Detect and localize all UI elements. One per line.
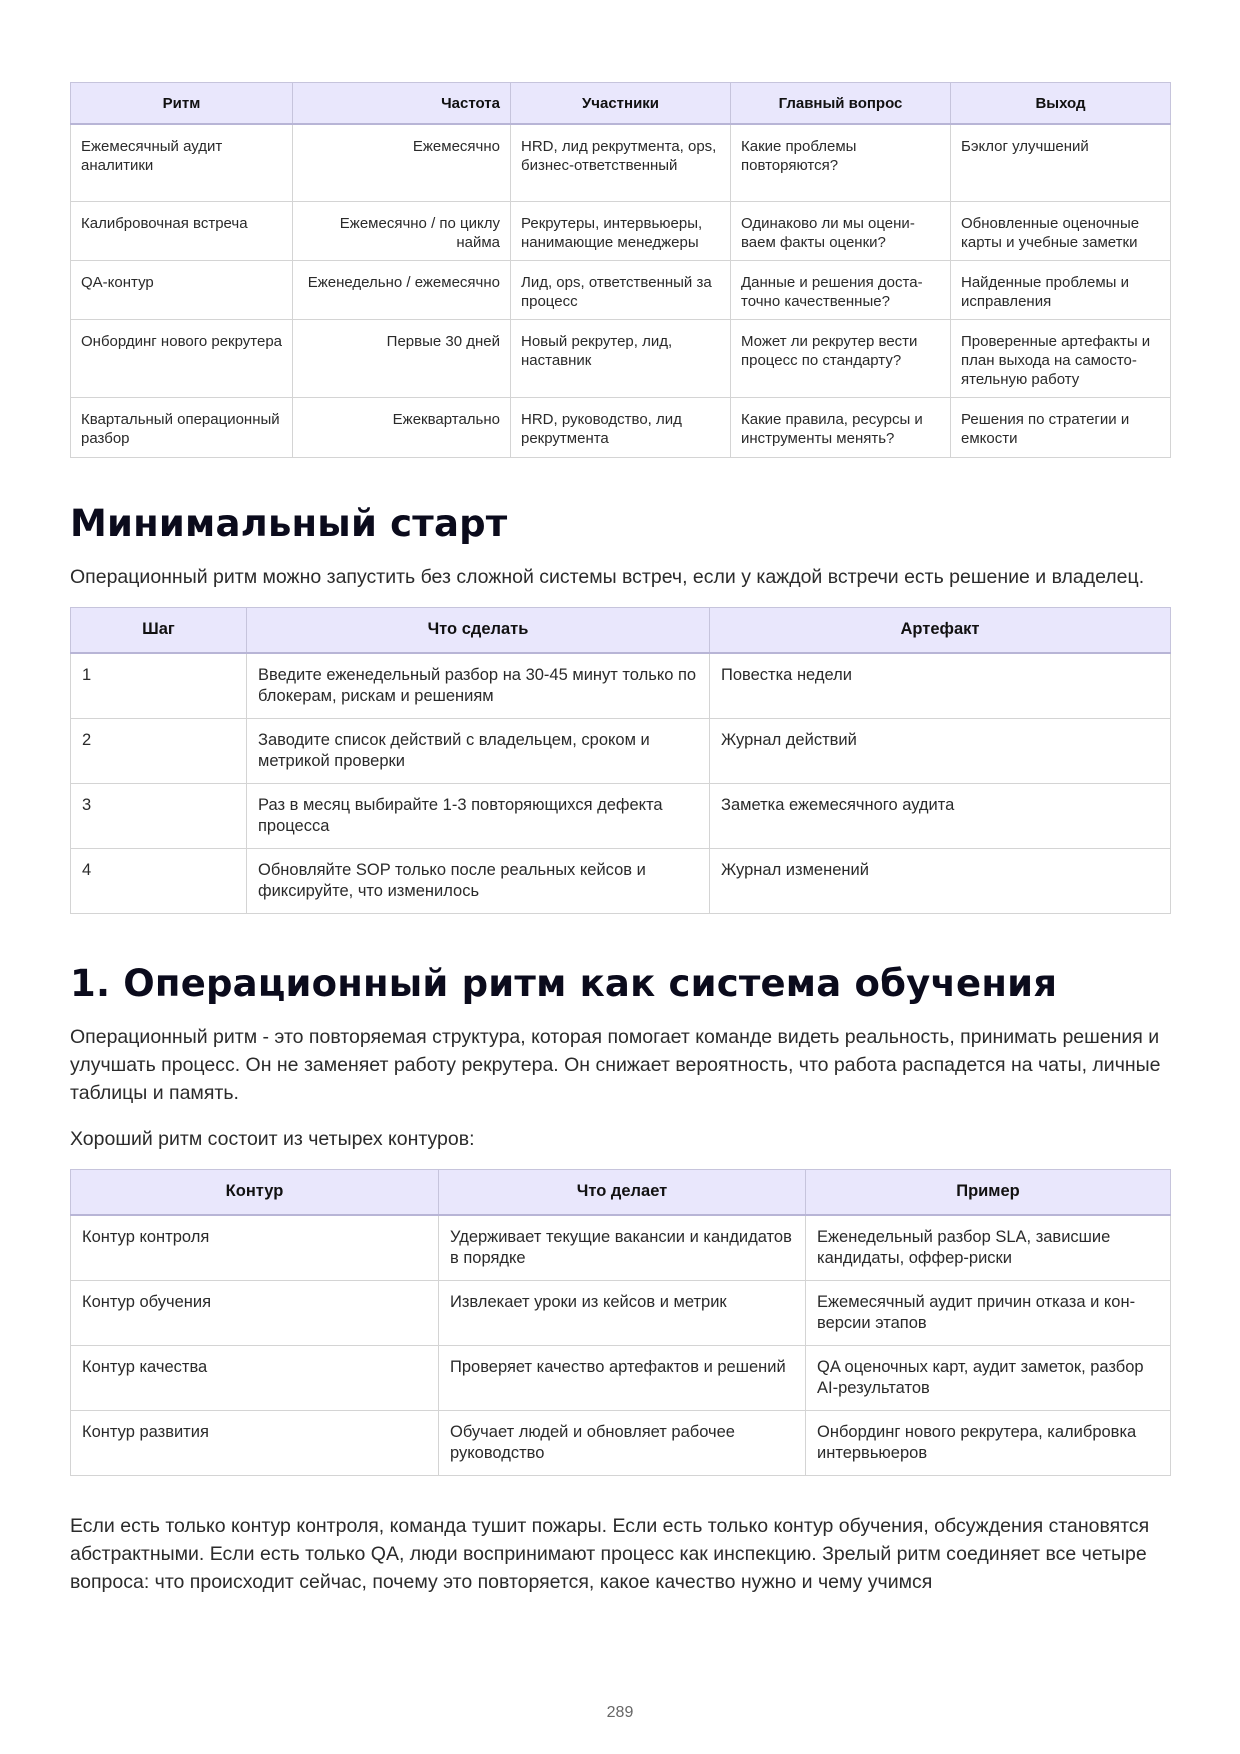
table-cell: Онбординг нового рекрутера, калибровка интервьюеров bbox=[806, 1410, 1171, 1475]
table-cell: 3 bbox=[71, 783, 247, 848]
table-header-row bbox=[71, 607, 1171, 653]
table-cell: Заметка ежемесячного аудита bbox=[710, 783, 1171, 848]
table-cell: Проверяет качество артефактов и решений bbox=[439, 1345, 806, 1410]
table-cell: Онбординг нового рекрутера bbox=[71, 319, 293, 397]
section-heading: Минимальный старт bbox=[70, 501, 508, 545]
table-row bbox=[71, 397, 1171, 457]
table-cell: Бэклог улучшений bbox=[951, 124, 1171, 201]
table-cell: Проверенные артефакты и план выхода на самостоятельную работу bbox=[951, 319, 1171, 397]
table-cell: Журнал изменений bbox=[710, 848, 1171, 913]
table-row bbox=[71, 319, 1171, 397]
table-cell: Повестка недели bbox=[710, 653, 1171, 719]
page-content bbox=[70, 82, 1170, 1596]
table-cell: Ежемесячно / по циклу найма bbox=[293, 201, 511, 260]
table-cell: Найденные проблемы и исправления bbox=[951, 260, 1171, 319]
table-cell: Обучает людей и обновляет рабочее руководство bbox=[439, 1410, 806, 1475]
table-row bbox=[71, 1280, 1171, 1345]
table-row bbox=[71, 848, 1171, 913]
table-row bbox=[71, 718, 1171, 783]
table-cell: 2 bbox=[71, 718, 247, 783]
loops-table bbox=[70, 1169, 1171, 1476]
table-cell: Ежемесячный аудит причин отказа и конверсии этапов bbox=[806, 1280, 1171, 1345]
table-cell: Первые 30 дней bbox=[293, 319, 511, 397]
body-paragraph: Хороший ритм состоит из четырех контуров: bbox=[70, 1127, 475, 1150]
column-header: Шаг bbox=[71, 607, 247, 653]
table-cell: Калибровочная встреча bbox=[71, 201, 293, 260]
column-header: Контур bbox=[71, 1169, 439, 1215]
table-row bbox=[71, 124, 1171, 201]
page-number: 289 bbox=[606, 1704, 634, 1721]
table-cell: Обновляйте SOP только после реальных кейсов и фиксируйте, что изменилось bbox=[247, 848, 710, 913]
column-header: Что сделать bbox=[247, 607, 710, 653]
body-paragraph: Если есть только контур контроля, команда тушит пожары. Если есть только контур обучения, обсуждения становятся абстрактными. Если есть только QA, люди воспринимают процесс как инспекцию. Зрелый ритм соединяет все четыре вопроса: что происходит сейчас, почему это повторяется, какое качество нужно и чему учимся bbox=[70, 1514, 1150, 1593]
table-cell: Квартальный операционный разбор bbox=[71, 397, 293, 457]
table-cell: Заводите список действий с владельцем, сроком и метрикой проверки bbox=[247, 718, 710, 783]
table-cell: Раз в месяц выбирайте 1-3 повторяющихся дефекта процесса bbox=[247, 783, 710, 848]
table-cell: 1 bbox=[71, 653, 247, 719]
rhythm-table bbox=[70, 82, 1171, 458]
table-cell: Может ли рекрутер вести процесс по стандарту? bbox=[731, 319, 951, 397]
intro-paragraph: Операционный ритм можно запустить без сложной системы встреч, если у каждой встречи есть решение и владелец. bbox=[70, 565, 1145, 588]
column-header: Что делает bbox=[439, 1169, 806, 1215]
table-cell: Решения по стратегии и емкости bbox=[951, 397, 1171, 457]
table-cell: HRD, руководство, лид рекрутмента bbox=[511, 397, 731, 457]
table-cell: Ежеквартально bbox=[293, 397, 511, 457]
table-cell: Лид, ops, ответственный за процесс bbox=[511, 260, 731, 319]
table-row bbox=[71, 653, 1171, 719]
column-header: Ритм bbox=[71, 83, 293, 125]
table-cell: Журнал действий bbox=[710, 718, 1171, 783]
table-cell: HRD, лид рекрутмента, ops, бизнес-ответственный bbox=[511, 124, 731, 201]
column-header: Участники bbox=[511, 83, 731, 125]
table-cell: Ежемесячно bbox=[293, 124, 511, 201]
table-cell: Извлекает уроки из кейсов и метрик bbox=[439, 1280, 806, 1345]
table-cell: Еженедельный разбор SLA, зависшие кандидаты, оффер-риски bbox=[806, 1215, 1171, 1281]
table-row bbox=[71, 260, 1171, 319]
body-paragraph: Операционный ритм - это повторяемая структура, которая помогает команде видеть реальность, принимать решения и улучшать процесс. Он не заменяет работу рекрутера. Он снижает вероятность, что работа распадется на чаты, личные таблицы и память. bbox=[70, 1025, 1161, 1104]
table-row bbox=[71, 1215, 1171, 1281]
table-header-row bbox=[71, 1169, 1171, 1215]
column-header: Выход bbox=[951, 83, 1171, 125]
table-cell: Контур обучения bbox=[71, 1280, 439, 1345]
table-cell: Какие проблемы повторяются? bbox=[731, 124, 951, 201]
table-cell: Новый рекрутер, лид, наставник bbox=[511, 319, 731, 397]
table-row bbox=[71, 201, 1171, 260]
section-heading: 1. Операционный ритм как система обучения bbox=[70, 961, 1058, 1005]
table-cell: Контур контроля bbox=[71, 1215, 439, 1281]
table-cell: QA-контур bbox=[71, 260, 293, 319]
table-header-row bbox=[71, 83, 1171, 125]
table-cell: QA оценочных карт, аудит заметок, разбор AI-результатов bbox=[806, 1345, 1171, 1410]
table-cell: Еженедельно / ежемесячно bbox=[293, 260, 511, 319]
table-cell: Обновленные оценочные карты и учебные заметки bbox=[951, 201, 1171, 260]
table-cell: Какие правила, ресурсы и инструменты менять? bbox=[731, 397, 951, 457]
table-cell: Рекрутеры, интервьюеры, нанимающие менеджеры bbox=[511, 201, 731, 260]
table-row bbox=[71, 1345, 1171, 1410]
table-row bbox=[71, 1410, 1171, 1475]
table-cell: Одинаково ли мы оцениваем факты оценки? bbox=[731, 201, 951, 260]
table-cell: Введите еженедельный разбор на 30-45 минут только по блокерам, рискам и решениям bbox=[247, 653, 710, 719]
table-cell: Ежемесячный аудит аналитики bbox=[71, 124, 293, 201]
steps-table bbox=[70, 607, 1171, 914]
column-header: Частота bbox=[293, 83, 511, 125]
column-header: Главный вопрос bbox=[731, 83, 951, 125]
table-cell: Контур качества bbox=[71, 1345, 439, 1410]
column-header: Пример bbox=[806, 1169, 1171, 1215]
column-header: Артефакт bbox=[710, 607, 1171, 653]
table-row bbox=[71, 783, 1171, 848]
table-cell: Контур развития bbox=[71, 1410, 439, 1475]
table-cell: 4 bbox=[71, 848, 247, 913]
table-cell: Данные и решения достаточно качественные? bbox=[731, 260, 951, 319]
table-cell: Удерживает текущие вакансии и кандидатов в порядке bbox=[439, 1215, 806, 1281]
